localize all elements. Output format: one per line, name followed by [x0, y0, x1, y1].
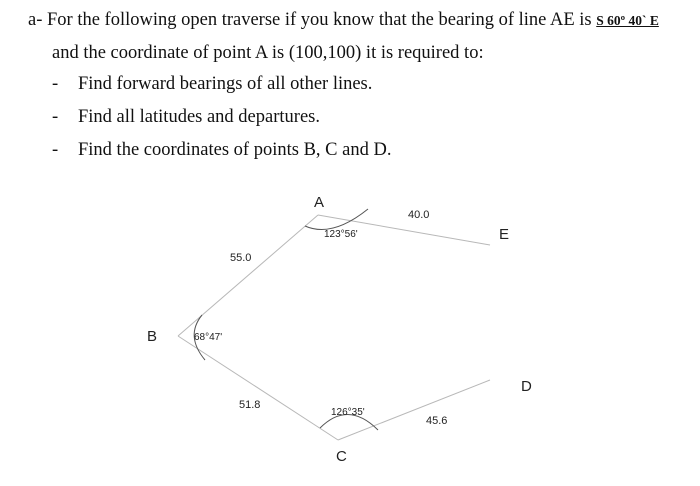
length-label-bc: 51.8: [239, 399, 261, 411]
angle-label-c: 126°35': [331, 407, 365, 418]
point-label-c: C: [336, 448, 347, 465]
problem-line-1-text: a- For the following open traverse if you know that the bearing of line AE is: [28, 10, 592, 30]
angle-label-a: 123°56': [324, 229, 358, 240]
point-label-a: A: [314, 194, 325, 211]
task-item-1-text: Find forward bearings of all other lines.: [78, 74, 373, 94]
bullet-marker: -: [52, 74, 59, 94]
task-item-2-text: Find all latitudes and departures.: [78, 107, 320, 127]
length-label-cd: 45.6: [426, 415, 448, 427]
bullet-marker: -: [52, 140, 59, 160]
line-ae-bearing: S 60º 40ˋ E: [596, 13, 659, 28]
bullet-marker: -: [52, 107, 59, 127]
point-label-d: D: [521, 378, 532, 395]
length-label-ab: 55.0: [230, 252, 252, 264]
point-label-b: B: [147, 328, 158, 345]
task-item-3-text: Find the coordinates of points B, C and D.: [78, 140, 392, 160]
line-bc: [178, 336, 338, 440]
problem-line-2: and the coordinate of point A is (100,100) it is required to:: [52, 43, 484, 63]
length-label-ae: 40.0: [408, 209, 430, 221]
angle-label-b: 68°47': [194, 332, 223, 343]
point-label-e: E: [499, 226, 510, 243]
line-ab: [178, 215, 318, 336]
angle-arc-a: [305, 209, 368, 230]
